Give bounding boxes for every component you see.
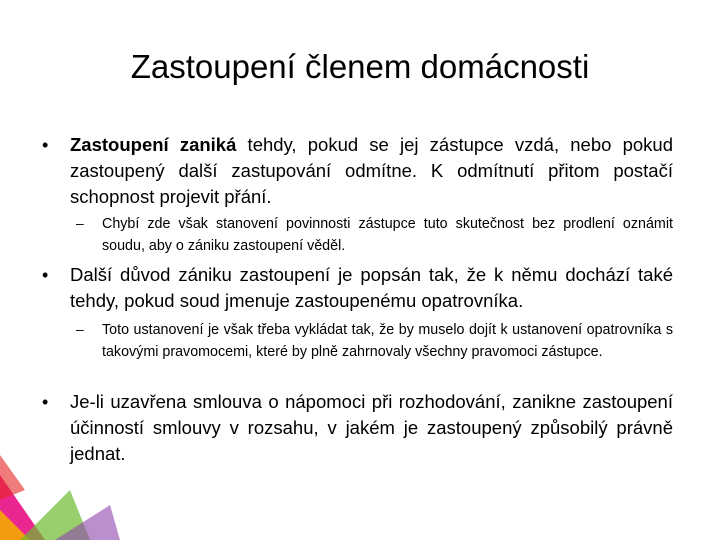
page-title: Zastoupení členem domácnosti	[130, 48, 590, 85]
bullet-marker: •	[42, 135, 49, 155]
bullet-3-text: Je-li uzavřena smlouva o nápomoci při rozhodování, zanikne zastoupení účinností smlouvy v rozsahu, v jakém je zastoupený způsobilý právně jednat.	[70, 391, 673, 464]
bullet-2-text: Další důvod zániku zastoupení je popsán tak, že k němu dochází také tehdy, pokud soud jmenuje zastoupenému opatrovníka.	[70, 264, 673, 311]
bullet-1-body: tehdy, pokud se jej zástupce vzdá, nebo pokud zastoupený další zastupování odmítne. K odmítnutí přitom postačí schopnost projevit přání.	[70, 134, 673, 207]
bullet-marker: •	[42, 392, 49, 412]
sub-bullet-1-text: Chybí zde však stanovení povinnosti zástupce tuto skutečnost bez prodlení oznámit soudu, aby o zániku zastoupení věděl.	[102, 216, 673, 254]
bullet-1-text	[70, 132, 673, 210]
decorative-logo-shape	[0, 430, 130, 540]
sub-bullet-2-text: Toto ustanovení je však třeba vykládat tak, že by muselo dojít k ustanovení opatrovníka s takovými pravomocemi, které by plně zahrnovaly všechny pravomoci zástupce.	[102, 322, 673, 360]
deco-shape-red	[0, 455, 25, 500]
dash-marker: –	[76, 215, 84, 231]
bullet-1-bold-lead: Zastoupení zaniká	[70, 134, 237, 155]
bullet-marker: •	[42, 265, 49, 285]
dash-marker: –	[76, 321, 84, 337]
